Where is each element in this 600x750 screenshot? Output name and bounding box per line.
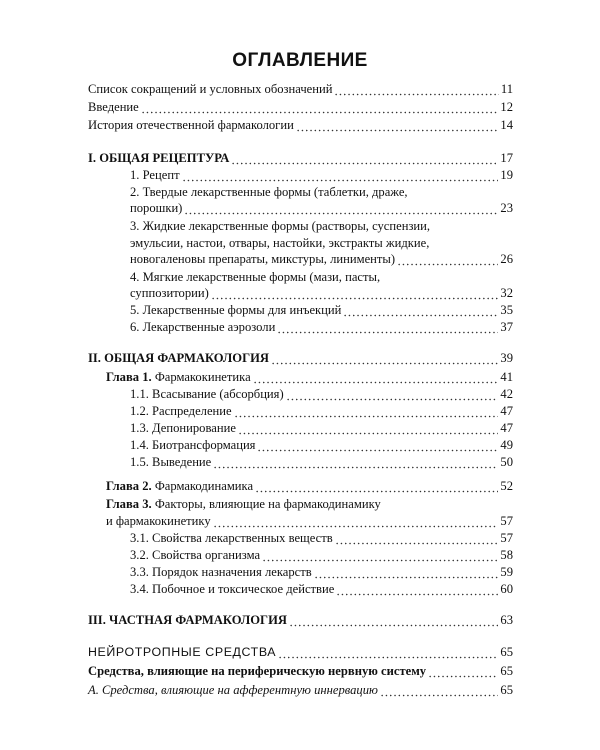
toc-entry-text: 1.3. Депонирование xyxy=(130,421,236,435)
dot-leader xyxy=(314,564,499,580)
toc-subsection-afferent[interactable] xyxy=(88,682,513,698)
toc-page-number: 39 xyxy=(500,351,513,365)
dot-leader xyxy=(289,612,498,628)
toc-entry-distribution[interactable] xyxy=(130,403,513,419)
dot-leader xyxy=(380,682,498,698)
toc-page-number: 49 xyxy=(500,438,513,452)
toc-page-number: 59 xyxy=(500,565,513,579)
toc-entry-aerosols[interactable] xyxy=(130,319,513,335)
toc-page-number: 23 xyxy=(500,201,513,215)
toc-part-special-pharmacology[interactable] xyxy=(88,612,513,628)
toc-chapter-factors-line1 xyxy=(106,496,381,512)
dot-leader xyxy=(334,81,498,97)
toc-entry-history[interactable] xyxy=(88,117,513,133)
dot-leader xyxy=(336,581,498,597)
toc-entry-text: 5. Лекарственные формы для инъекций xyxy=(130,303,342,317)
toc-page-number: 65 xyxy=(500,683,513,697)
toc-entry-text: 1. Рецепт xyxy=(130,168,180,182)
toc-page-number: 60 xyxy=(500,582,513,596)
toc-entry-excretion[interactable] xyxy=(130,454,513,470)
dot-leader xyxy=(296,117,499,133)
toc-page-number: 47 xyxy=(500,404,513,418)
toc-entry-text: Список сокращений и условных обозначений xyxy=(88,82,333,96)
toc-page-number: 42 xyxy=(500,387,513,401)
toc-page-number: 50 xyxy=(500,455,513,469)
toc-page-number: 26 xyxy=(500,252,513,266)
toc-entry-text: 3.2. Свойства организма xyxy=(130,548,261,562)
toc-page-number: 11 xyxy=(500,82,513,96)
toc-page-number: 41 xyxy=(500,370,513,384)
dot-leader xyxy=(213,513,499,529)
page-title: ОГЛАВЛЕНИЕ xyxy=(232,50,368,71)
chapter-label: Глава 2. xyxy=(106,479,152,493)
toc-page-number: 57 xyxy=(500,514,513,528)
toc-entry-solid-forms[interactable] xyxy=(130,200,513,216)
toc-entry-text: 3.4. Побочное и токсическое действие xyxy=(130,582,335,596)
toc-subsection-text: Средства, влияющие на периферическую нервную систему xyxy=(88,664,427,678)
toc-entry-administration-order[interactable] xyxy=(130,564,513,580)
toc-entry-side-effects[interactable] xyxy=(130,581,513,597)
toc-subsection-peripheral[interactable] xyxy=(88,663,513,679)
dot-leader xyxy=(255,478,498,494)
toc-page-number: 47 xyxy=(500,421,513,435)
toc-chapter-factors[interactable] xyxy=(106,513,513,529)
dot-leader xyxy=(277,319,498,335)
dot-leader xyxy=(278,644,498,660)
toc-section-heading: НЕЙРОТРОПНЫЕ СРЕДСТВА xyxy=(88,645,277,659)
dot-leader xyxy=(428,663,498,679)
toc-entry-text: новогаленовы препараты, микстуры, линименты) xyxy=(130,252,396,266)
toc-entry-soft-forms[interactable] xyxy=(130,285,513,301)
toc-entry-text: 1.5. Выведение xyxy=(130,455,212,469)
toc-entry-deposition[interactable] xyxy=(130,420,513,436)
dot-leader xyxy=(238,420,498,436)
dot-leader xyxy=(271,350,498,366)
toc-entry-organism-properties[interactable] xyxy=(130,547,513,563)
toc-entry-liquid-forms[interactable] xyxy=(130,251,513,267)
dot-leader xyxy=(257,437,498,453)
toc-page-number: 65 xyxy=(500,645,513,659)
toc-part-heading: II. ОБЩАЯ ФАРМАКОЛОГИЯ xyxy=(88,351,270,365)
toc-entry-soft-forms-line1: 4. Мягкие лекарственные формы (мази, пасты, xyxy=(130,270,381,284)
chapter-title: Фармакодинамика xyxy=(154,479,254,493)
chapter-label: Глава 1. xyxy=(106,370,152,384)
toc-subsection-text: А. Средства, влияющие на афферентную иннервацию xyxy=(88,683,378,697)
toc-page-number: 65 xyxy=(500,664,513,678)
chapter-label: Глава 3. xyxy=(106,497,152,511)
toc-entry-solid-forms-line1: 2. Твердые лекарственные формы (таблетки, драже, xyxy=(130,185,408,199)
dot-leader xyxy=(253,369,499,385)
dot-leader xyxy=(397,251,498,267)
toc-entry-text: 3.1. Свойства лекарственных веществ xyxy=(130,531,333,545)
toc-part-heading: III. ЧАСТНАЯ ФАРМАКОЛОГИЯ xyxy=(88,613,287,627)
toc-section-neurotropic[interactable] xyxy=(88,644,513,660)
chapter-title: Фармакокинетика xyxy=(154,370,251,384)
toc-entry-text: суппозитории) xyxy=(130,286,209,300)
toc-entry-text: 1.1. Всасывание (абсорбция) xyxy=(130,387,284,401)
toc-entry-text: порошки) xyxy=(130,201,183,215)
toc-chapter-pharmacokinetics[interactable] xyxy=(106,369,513,385)
toc-entry-text: 3.3. Порядок назначения лекарств xyxy=(130,565,312,579)
dot-leader xyxy=(262,547,498,563)
toc-page-number: 58 xyxy=(500,548,513,562)
toc-entry-liquid-forms-line2: эмульсии, настои, отвары, настойки, экстракты жидкие, xyxy=(130,236,430,250)
dot-leader xyxy=(231,150,498,166)
toc-page-number: 19 xyxy=(500,168,513,182)
toc-entry-injection-forms[interactable] xyxy=(130,302,513,318)
dot-leader xyxy=(184,200,498,216)
dot-leader xyxy=(211,285,499,301)
toc-page-number: 14 xyxy=(500,118,513,132)
toc-page-number: 35 xyxy=(500,303,513,317)
toc-entry-introduction[interactable] xyxy=(88,99,513,115)
toc-page-number: 12 xyxy=(500,100,513,114)
dot-leader xyxy=(234,403,499,419)
toc-chapter-text: и фармакокинетику xyxy=(106,514,211,528)
toc-page-number: 57 xyxy=(500,531,513,545)
toc-page-number: 32 xyxy=(500,286,513,300)
toc-part-heading: I. ОБЩАЯ РЕЦЕПТУРА xyxy=(88,151,230,165)
toc-entry-text: Введение xyxy=(88,100,139,114)
toc-page-number: 17 xyxy=(500,151,513,165)
toc-chapter-text xyxy=(106,369,251,385)
toc-chapter-text xyxy=(106,478,253,494)
toc-entry-abbreviations[interactable] xyxy=(88,81,513,97)
toc-chapter-pharmacodynamics[interactable] xyxy=(106,478,513,494)
toc-entry-prescription[interactable] xyxy=(130,167,513,183)
toc-entry-drug-properties[interactable] xyxy=(130,530,513,546)
toc-entry-absorption[interactable] xyxy=(130,386,513,402)
toc-page-number: 37 xyxy=(500,320,513,334)
dot-leader xyxy=(213,454,498,470)
dot-leader xyxy=(182,167,499,183)
toc-part-general-pharmacology[interactable] xyxy=(88,350,513,366)
toc-part-general-prescription[interactable] xyxy=(88,150,513,166)
toc-entry-liquid-forms-line1: 3. Жидкие лекарственные формы (растворы, суспензии, xyxy=(130,219,431,233)
toc-page-number: 52 xyxy=(500,479,513,493)
toc-entry-text: 1.2. Распределение xyxy=(130,404,232,418)
dot-leader xyxy=(286,386,499,402)
chapter-title: Факторы, влияющие на фармакодинамику xyxy=(154,497,381,511)
dot-leader xyxy=(335,530,499,546)
toc-entry-text: История отечественной фармакологии xyxy=(88,118,294,132)
toc-entry-text: 1.4. Биотрансформация xyxy=(130,438,256,452)
toc-page-number: 63 xyxy=(500,613,513,627)
dot-leader xyxy=(343,302,498,318)
toc-entry-biotransformation[interactable] xyxy=(130,437,513,453)
toc-entry-text: 6. Лекарственные аэрозоли xyxy=(130,320,276,334)
dot-leader xyxy=(141,99,499,115)
